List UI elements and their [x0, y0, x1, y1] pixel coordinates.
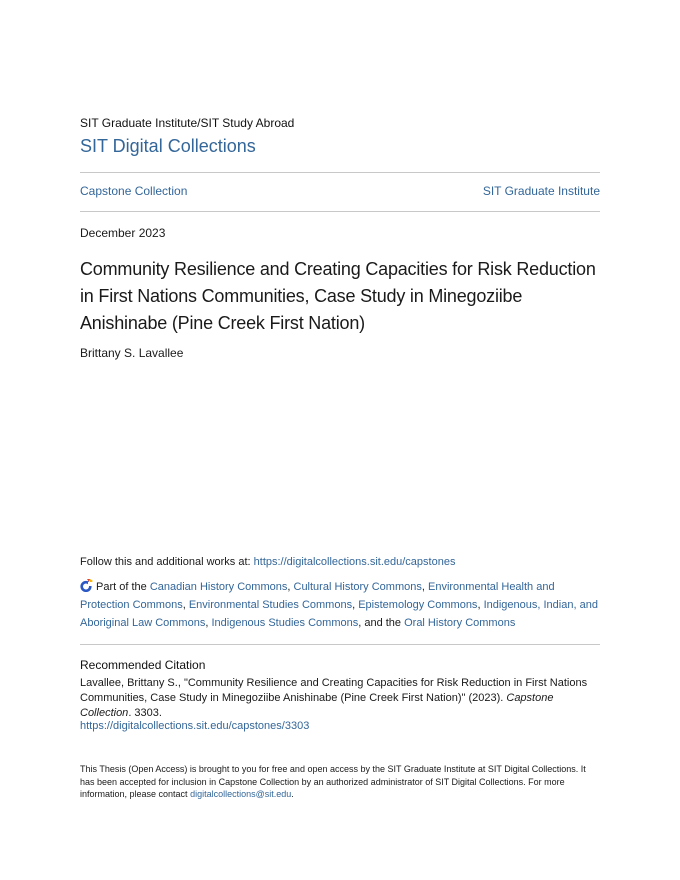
commons-link[interactable]: Oral History Commons — [404, 617, 516, 629]
separator: , — [352, 599, 359, 611]
network-commons-icon — [80, 578, 94, 592]
follow-line — [80, 556, 600, 568]
collection-nav — [80, 184, 600, 198]
citation-url-link[interactable]: https://digitalcollections.sit.edu/capstones/3303 — [80, 720, 310, 732]
citation-journal: Capstone Collection — [80, 692, 554, 719]
separator: , — [421, 581, 428, 593]
citation-body: Lavallee, Brittany S., "Community Resilience and Creating Capacities for Risk Reduction in First Nations Communities, Case Study in Minegoziibe Anishinabe (Pine Creek First Nation)" (2023). — [80, 677, 588, 704]
separator: , — [182, 599, 189, 611]
commons-link[interactable]: Epistemology Commons — [358, 599, 478, 611]
citation-text — [80, 676, 600, 721]
part-of-commons — [80, 578, 600, 632]
institution-name: SIT Graduate Institute/SIT Study Abroad — [80, 116, 295, 130]
divider — [80, 211, 600, 212]
contact-email-link[interactable]: digitalcollections@sit.edu — [190, 789, 292, 799]
site-name-link[interactable]: SIT Digital Collections — [80, 136, 256, 156]
follow-url-link[interactable]: https://digitalcollections.sit.edu/capstones — [253, 556, 456, 568]
divider — [80, 644, 600, 645]
separator: , — [205, 617, 212, 629]
commons-link[interactable]: Canadian History Commons — [149, 581, 288, 593]
publication-date: December 2023 — [80, 226, 166, 240]
period: . — [291, 789, 294, 799]
commons-link[interactable]: Environmental Studies Commons — [188, 599, 353, 611]
citation-number: . 3303. — [128, 707, 162, 719]
author-name: Brittany S. Lavallee — [80, 346, 184, 360]
divider — [80, 172, 600, 173]
access-statement-text: This Thesis (Open Access) is brought to you for free and open access by the SIT Graduate Institute at SIT Digital Collections. It has been accepted for inclusion in Capstone Collection by an authorized administrator of SIT Digital Collections. For more information, please contact — [80, 764, 586, 799]
recommended-citation-heading: Recommended Citation — [80, 658, 206, 672]
commons-link[interactable]: Indigenous Studies Commons — [211, 617, 359, 629]
commons-link[interactable]: Cultural History Commons — [293, 581, 422, 593]
graduate-institute-link[interactable]: SIT Graduate Institute — [482, 184, 600, 198]
separator: , — [477, 599, 484, 611]
access-statement — [80, 763, 600, 801]
follow-label: Follow this and additional works at: — [80, 556, 254, 568]
commons-link[interactable]: Environmental Health and Protection Commons — [80, 581, 555, 611]
and-the-text: , and the — [358, 617, 405, 629]
part-of-prefix: Part of the — [96, 581, 150, 593]
separator: , — [287, 581, 294, 593]
capstone-collection-link[interactable]: Capstone Collection — [80, 184, 188, 198]
commons-link[interactable]: Indigenous, Indian, and Aboriginal Law Commons — [80, 599, 598, 629]
document-title: Community Resilience and Creating Capacities for Risk Reduction in First Nations Communities, Case Study in Minegoziibe Anishinabe (Pine Creek First Nation) — [80, 259, 596, 333]
